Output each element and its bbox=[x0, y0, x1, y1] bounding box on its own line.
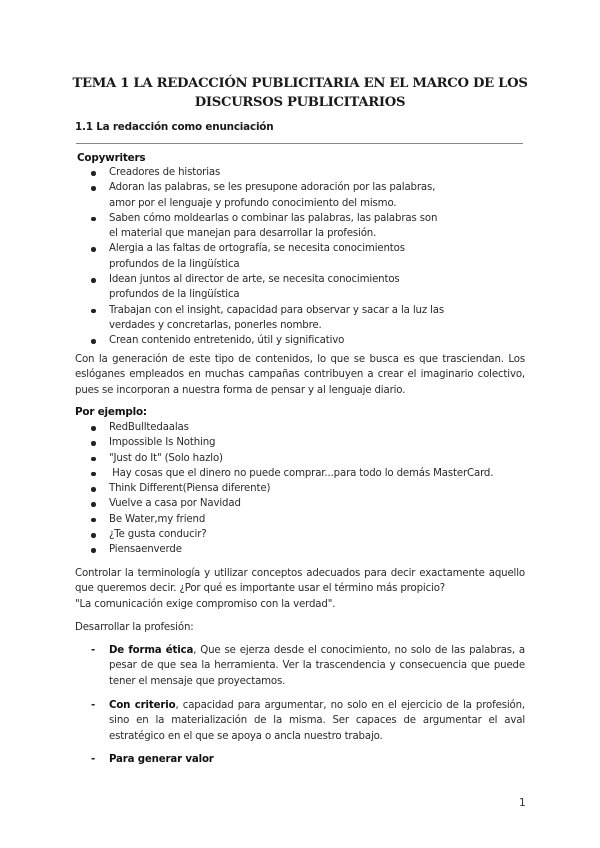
list-item: Be Water,my friend bbox=[0, 512, 529, 527]
list-item: Idean juntos al director de arte, se necesita conocimientos profundos de la lingüística bbox=[0, 272, 449, 303]
bullet-icon bbox=[91, 278, 96, 283]
bullet-icon bbox=[91, 518, 96, 523]
list-item: Impossible Is Nothing bbox=[0, 435, 529, 450]
list-item: Saben cómo moldearlas o combinar las palabras, las palabras son el material que manejan para desarrollar la profesión. bbox=[0, 211, 449, 242]
bullet-icon bbox=[91, 533, 96, 538]
bullet-icon bbox=[91, 309, 96, 314]
bullet-icon bbox=[91, 339, 96, 344]
examples-list bbox=[0, 420, 600, 558]
title-line-1: TEMA 1 LA REDACCIÓN PUBLICITARIA EN EL MARCO DE LOS bbox=[72, 76, 528, 91]
dash-marker: - bbox=[91, 645, 96, 656]
bullet-icon bbox=[91, 548, 96, 553]
section-heading: 1.1 La redacción como enunciación bbox=[75, 121, 274, 133]
list-item: RedBulltedaalas bbox=[0, 420, 529, 435]
list-item: "Just do It" (Solo hazlo) bbox=[0, 451, 529, 466]
bullet-icon bbox=[91, 171, 96, 176]
list-item: Piensaenverde bbox=[0, 542, 529, 557]
title-line-2: DISCURSOS PUBLICITARIOS bbox=[194, 95, 406, 110]
list-item: Vuelve a casa por Navidad bbox=[0, 496, 529, 511]
list-item: Alergia a las faltas de ortografía, se necesita conocimientos profundos de la lingüística bbox=[0, 241, 449, 272]
bullet-icon bbox=[91, 247, 96, 252]
document-title bbox=[70, 74, 530, 112]
copywriters-heading: Copywriters bbox=[77, 152, 146, 164]
list-item: Adoran las palabras, se les presupone adoración por las palabras, amor por el lenguaje y profundo conocimiento del mismo. bbox=[0, 180, 449, 211]
paragraph-trascendencia: Con la generación de este tipo de contenidos, lo que se busca es que trasciendan. Los eslóganes empleados en muchas campañas contribuyen a crear el imaginario colectivo, pues se incorporan a nuestra forma de pensar y al lenguaje diario. bbox=[75, 354, 525, 396]
document-page: TEMA 1 LA REDACCIÓN PUBLICITARIA EN EL MARCO DE LOS DISCURSOS PUBLICITARIOS 1.1 La redacción como enunciación Copywriters Creadores de historias Adoran las palabras, se les presupone adoración por las palabras, amor por el lenguaje y profundo conocimiento del mismo. Saben cómo moldearlas o combinar las palabras, las palabras son el material que manejan para desarrollar la profesión. Alergia a las faltas de ortografía, se necesita conocimientos profundos de la lingüística Idean juntos al director de arte, se necesita conocimientos profundos de la lingüística Trabajan con el insight, capacidad para observar y sacar a la luz las verdades y concretarlas, ponerles nombre. Crean contenido entretenido, útil y significativo Con la generación de este tipo de contenidos, lo que se busca es que trasciendan. Los eslóganes empleados en muchas campañas contribuyen a crear el imaginario colectivo, pues se incorporan a nuestra forma de pensar y al lenguaje diario. Por ejemplo: RedBulltedaalas Impossible Is Nothing "Just do It" (Solo hazlo) Hay cosas que el dinero no puede comprar...para todo lo demás MasterCard. Think Different(Piensa diferente) Vuelve a casa por Navidad Be Water,my friend ¿Te gusta conducir? Piensaenverde Controlar la terminología y utilizar conceptos adecuados para decir exactamente aquello que queremos decir. ¿Por qué es importante usar el término más propicio? "La comunicación exige compromiso con la verdad". Desarrollar la profesión: - De forma ética, Que se ejerza desde el conocimiento, no solo de las palabras, a pesar de que sea la herramienta. Ver la trascendencia y consecuencia que puede tener el mensaje que proyectamos. - Con criterio, capacidad para argumentar, no solo en el ejercicio de la profesión, sino en la materialización de la misma. Ser capaces de argumentar el aval estratégico en el que se apoya o ancla nuestro trabajo. - Para generar valor 1 bbox=[0, 0, 600, 848]
bullet-icon bbox=[91, 217, 96, 222]
list-item: Hay cosas que el dinero no puede comprar...para todo lo demás MasterCard. bbox=[0, 466, 529, 481]
horizontal-rule bbox=[76, 143, 523, 144]
bullet-icon bbox=[91, 487, 96, 492]
bullet-icon bbox=[91, 472, 96, 477]
bullet-icon bbox=[91, 502, 96, 507]
copywriters-list bbox=[0, 165, 600, 349]
paragraph-terminologia: Controlar la terminología y utilizar conceptos adecuados para decir exactamente aquello que queremos decir. ¿Por qué es importante usar el término más propicio? "La comunicación exige compromiso con la verdad". bbox=[75, 568, 525, 610]
bullet-icon bbox=[91, 186, 96, 191]
bullet-icon bbox=[91, 457, 96, 462]
list-item: ¿Te gusta conducir? bbox=[0, 527, 529, 542]
page-number: 1 bbox=[519, 797, 526, 809]
dash-marker: - bbox=[91, 754, 96, 765]
list-item: Think Different(Piensa diferente) bbox=[0, 481, 529, 496]
bullet-icon bbox=[91, 426, 96, 431]
bullet-icon bbox=[91, 441, 96, 446]
develop-profession-label: Desarrollar la profesión: bbox=[75, 622, 194, 633]
list-item: Creadores de historias bbox=[0, 165, 449, 180]
list-item: Crean contenido entretenido, útil y significativo bbox=[0, 333, 449, 348]
dash-marker: - bbox=[91, 700, 96, 711]
list-item: Trabajan con el insight, capacidad para observar y sacar a la luz las verdades y concretarlas, ponerles nombre. bbox=[0, 303, 449, 334]
examples-heading: Por ejemplo: bbox=[75, 406, 147, 418]
